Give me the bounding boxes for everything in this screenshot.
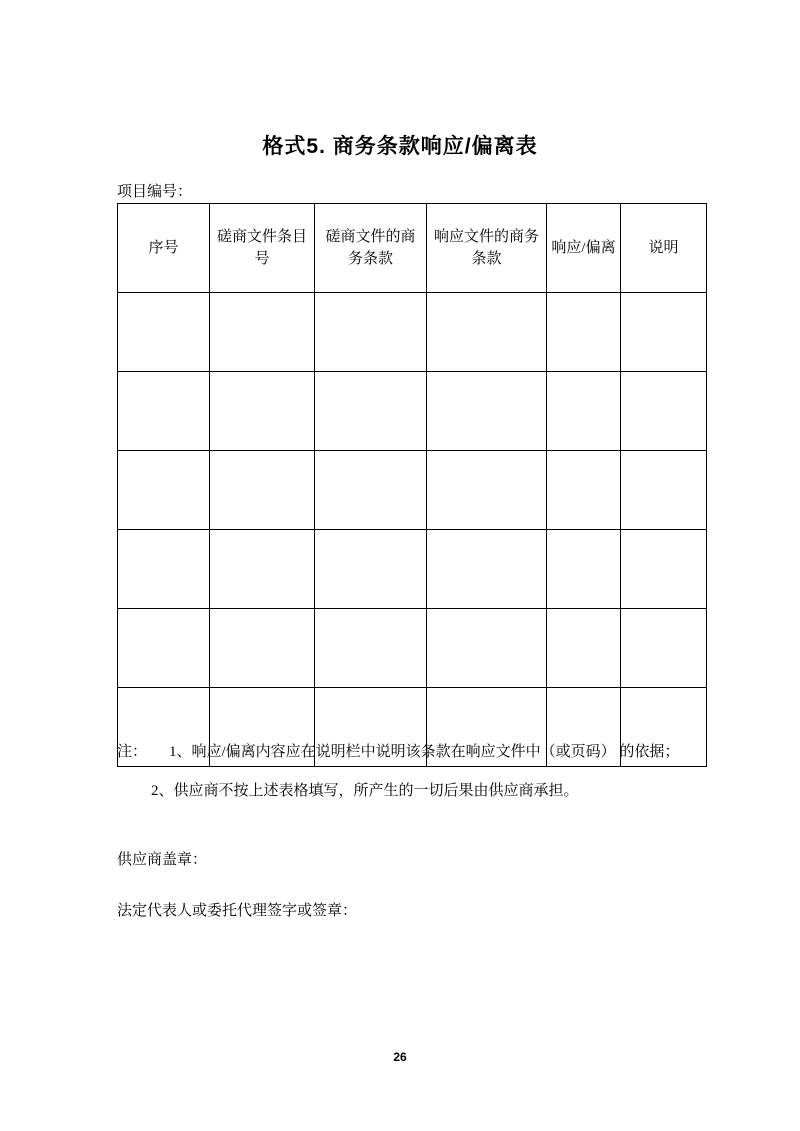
note-line-1 [117,738,717,767]
column-header-response-deviation: 响应/偏离 [547,204,621,293]
table-row [118,530,707,609]
note-item-1: 1、响应/偏离内容应在说明栏中说明该条款在响应文件中（或页码） 的依据； [169,744,680,760]
table-cell[interactable] [210,293,315,372]
table-cell[interactable] [315,609,427,688]
table-cell[interactable] [427,530,547,609]
notes-section [117,738,717,805]
page-title: 格式5. 商务条款响应/偏离表 [262,135,538,158]
table-cell[interactable] [118,293,210,372]
table-cell[interactable] [547,293,621,372]
table-cell[interactable] [210,451,315,530]
table-cell[interactable] [427,609,547,688]
table-cell[interactable] [315,372,427,451]
table-cell[interactable] [210,609,315,688]
table-cell[interactable] [621,451,707,530]
column-header-index: 序号 [118,204,210,293]
column-header-doc-item-no: 磋商文件条目号 [210,204,315,293]
table-cell[interactable] [118,451,210,530]
table-row [118,451,707,530]
table-cell[interactable] [210,372,315,451]
table-cell[interactable] [315,530,427,609]
table-cell[interactable] [118,530,210,609]
table-cell[interactable] [210,530,315,609]
column-header-doc-business-terms: 磋商文件的商务条款 [315,204,427,293]
table-cell[interactable] [118,372,210,451]
table-row [118,609,707,688]
business-terms-deviation-table [117,203,707,767]
table-row [118,293,707,372]
table-cell[interactable] [547,451,621,530]
table-cell[interactable] [315,293,427,372]
table-cell[interactable] [427,372,547,451]
note-item-2: 2、供应商不按上述表格填写，所产生的一切后果由供应商承担。 [151,782,579,799]
table-row [118,372,707,451]
legal-representative-line: 法定代表人或委托代理签字或签章： [117,903,358,919]
table-cell[interactable] [547,609,621,688]
note-label: 注： [117,744,148,760]
table-header-row [118,204,707,293]
supplier-stamp-line: 供应商盖章： [117,852,208,868]
table-body [118,293,707,767]
project-number-label: 项目编号： [117,184,193,200]
table-cell[interactable] [621,609,707,688]
table-cell[interactable] [621,293,707,372]
table-cell[interactable] [547,530,621,609]
table-cell[interactable] [118,609,210,688]
signature-section [117,848,357,920]
table-cell[interactable] [621,372,707,451]
column-header-remark: 说明 [621,204,707,293]
table-cell[interactable] [315,451,427,530]
table-header [118,204,707,293]
table-cell[interactable] [621,530,707,609]
column-header-response-business-terms: 响应文件的商务条款 [427,204,547,293]
table-cell[interactable] [427,451,547,530]
table-cell[interactable] [427,293,547,372]
table-cell[interactable] [547,372,621,451]
page-number: 26 [393,1050,407,1064]
